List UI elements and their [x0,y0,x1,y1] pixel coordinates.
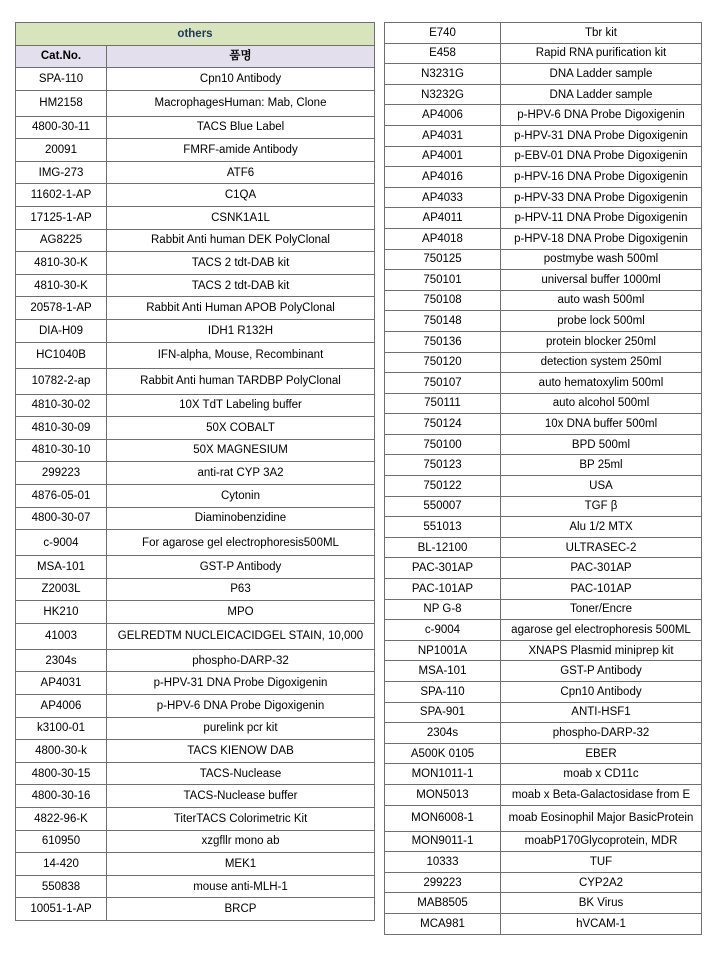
cat-no-cell: NP G-8 [385,599,501,620]
cat-no-cell: 4822-96-K [16,808,107,831]
product-name-cell: MEK1 [107,853,375,876]
product-name-cell: TUF [501,852,702,873]
table-row [16,184,375,207]
product-name-cell: p-HPV-11 DNA Probe Digoxigenin [501,208,702,229]
product-name-cell: USA [501,476,702,497]
table-row [16,649,375,672]
table-row [385,208,702,229]
table-row [385,64,702,85]
table-row [385,682,702,703]
cat-no-cell: 2304s [385,723,501,744]
product-name-cell: ULTRASEC-2 [501,537,702,558]
product-name-cell: CYP2A2 [501,872,702,893]
cat-no-cell: 10051-1-AP [16,898,107,921]
product-name-cell: 50X COBALT [107,417,375,440]
table-row [16,695,375,718]
table-row [385,187,702,208]
product-name-cell: phospho-DARP-32 [107,649,375,672]
product-name-cell: FMRF-amide Antibody [107,139,375,162]
table-row [385,723,702,744]
cat-no-cell: 20578-1-AP [16,297,107,320]
table-row [385,290,702,311]
cat-no-cell: MSA-101 [385,661,501,682]
table-row [385,146,702,167]
product-name-cell: auto hematoxylim 500ml [501,373,702,394]
cat-no-cell: c-9004 [16,530,107,556]
cat-no-cell: 10782-2-ap [16,368,107,394]
product-name-cell: p-HPV-31 DNA Probe Digoxigenin [107,672,375,695]
table-row [16,898,375,921]
table-row [385,373,702,394]
cat-no-cell: 750101 [385,270,501,291]
cat-no-cell: 4810-30-02 [16,394,107,417]
cat-no-cell: PAC-301AP [385,558,501,579]
table-row [16,68,375,91]
table-row [385,764,702,785]
product-name-cell: Cytonin [107,484,375,507]
column-header-product-name: 품명 [107,46,375,68]
cat-no-cell: AP4033 [385,187,501,208]
product-name-cell: P63 [107,578,375,601]
others-table-right [384,22,702,935]
cat-no-cell: 10333 [385,852,501,873]
cat-no-cell: 299223 [16,462,107,485]
cat-no-cell: A500K 0105 [385,743,501,764]
cat-no-cell: MON1011-1 [385,764,501,785]
product-name-cell: agarose gel electrophoresis 500ML [501,620,702,641]
product-name-cell: GST-P Antibody [501,661,702,682]
product-name-cell: XNAPS Plasmid miniprep kit [501,640,702,661]
product-name-cell: DNA Ladder sample [501,84,702,105]
table-row [385,23,702,44]
table-row [385,249,702,270]
table-title: others [16,23,375,46]
cat-no-cell: N3232G [385,84,501,105]
cat-no-cell: HM2158 [16,90,107,116]
cat-no-cell: HC1040B [16,342,107,368]
product-name-cell: moab Eosinophil Major BasicProtein [501,805,702,831]
others-table-left [15,22,375,921]
cat-no-cell: 750124 [385,414,501,435]
column-header-cat-no: Cat.No. [16,46,107,68]
table-row [385,640,702,661]
table-row [16,853,375,876]
product-name-cell: TACS KIENOW DAB [107,740,375,763]
cat-no-cell: SPA-110 [385,682,501,703]
table-row [385,393,702,414]
table-row [16,229,375,252]
table-row [385,893,702,914]
product-name-cell: hVCAM-1 [501,913,702,934]
cat-no-cell: SPA-901 [385,702,501,723]
table-row [385,599,702,620]
cat-no-cell: MSA-101 [16,556,107,579]
cat-no-cell: 4800-30-11 [16,116,107,139]
cat-no-cell: 750108 [385,290,501,311]
product-name-cell: purelink pcr kit [107,717,375,740]
product-name-cell: Tbr kit [501,23,702,44]
cat-no-cell: AP4018 [385,228,501,249]
cat-no-cell: 4800-30-k [16,740,107,763]
product-name-cell: Rabbit Anti human DEK PolyClonal [107,229,375,252]
table-row [385,620,702,641]
table-row [16,808,375,831]
product-name-cell: Rabbit Anti Human APOB PolyClonal [107,297,375,320]
table-row [385,661,702,682]
cat-no-cell: 4810-30-10 [16,439,107,462]
cat-no-cell: BL-12100 [385,537,501,558]
cat-no-cell: N3231G [385,64,501,85]
cat-no-cell: E740 [385,23,501,44]
cat-no-cell: AP4006 [16,695,107,718]
product-name-cell: TACS 2 tdt-DAB kit [107,274,375,297]
product-name-cell: universal buffer 1000ml [501,270,702,291]
cat-no-cell: MON6008-1 [385,805,501,831]
cat-no-cell: PAC-101AP [385,579,501,600]
product-name-cell: CSNK1A1L [107,206,375,229]
cat-no-cell: 20091 [16,139,107,162]
table-row [385,331,702,352]
cat-no-cell: AP4011 [385,208,501,229]
table-row [16,785,375,808]
cat-no-cell: 4810-30-K [16,274,107,297]
table-row [385,831,702,852]
cat-no-cell: 299223 [385,872,501,893]
cat-no-cell: 750107 [385,373,501,394]
table-row [16,530,375,556]
cat-no-cell: 750136 [385,331,501,352]
cat-no-cell: 4800-30-15 [16,762,107,785]
cat-no-cell: IMG-273 [16,161,107,184]
table-row [385,125,702,146]
product-name-cell: anti-rat CYP 3A2 [107,462,375,485]
table-row [16,462,375,485]
table-row [16,578,375,601]
cat-no-cell: 750122 [385,476,501,497]
table-row [16,274,375,297]
cat-no-cell: 750111 [385,393,501,414]
product-name-cell: Rabbit Anti human TARDBP PolyClonal [107,368,375,394]
cat-no-cell: 551013 [385,517,501,538]
product-name-cell: auto alcohol 500ml [501,393,702,414]
product-name-cell: BP 25ml [501,455,702,476]
cat-no-cell: 750148 [385,311,501,332]
product-name-cell: Rapid RNA purification kit [501,43,702,64]
cat-no-cell: NP1001A [385,640,501,661]
table-row [16,672,375,695]
product-name-cell: protein blocker 250ml [501,331,702,352]
table-row [385,228,702,249]
product-name-cell: Cpn10 Antibody [501,682,702,703]
cat-no-cell: AG8225 [16,229,107,252]
cat-no-cell: SPA-110 [16,68,107,91]
cat-no-cell: 4876-05-01 [16,484,107,507]
cat-no-cell: 4800-30-07 [16,507,107,530]
table-row [385,84,702,105]
table-row [16,368,375,394]
table-row [385,167,702,188]
product-name-cell: BRCP [107,898,375,921]
table-row [16,252,375,275]
cat-no-cell: MON9011-1 [385,831,501,852]
product-name-cell: GST-P Antibody [107,556,375,579]
table-row [385,702,702,723]
product-name-cell: 10X TdT Labeling buffer [107,394,375,417]
cat-no-cell: 550838 [16,875,107,898]
table-row [385,913,702,934]
table-row [16,762,375,785]
product-name-cell: TGF β [501,496,702,517]
table-row [16,394,375,417]
cat-no-cell: 4810-30-09 [16,417,107,440]
cat-no-cell: 750123 [385,455,501,476]
table-row [385,558,702,579]
cat-no-cell: 750120 [385,352,501,373]
product-name-cell: TACS Blue Label [107,116,375,139]
cat-no-cell: AP4006 [385,105,501,126]
table-row [385,872,702,893]
cat-no-cell: AP4001 [385,146,501,167]
table-row [16,601,375,624]
table-row [16,875,375,898]
cat-no-cell: 11602-1-AP [16,184,107,207]
table-row [16,507,375,530]
product-name-cell: phospho-DARP-32 [501,723,702,744]
product-name-cell: BK Virus [501,893,702,914]
cat-no-cell: HK210 [16,601,107,624]
table-row [16,319,375,342]
table-row [16,740,375,763]
product-name-cell: mouse anti-MLH-1 [107,875,375,898]
product-name-cell: DNA Ladder sample [501,64,702,85]
product-name-cell: MacrophagesHuman: Mab, Clone [107,90,375,116]
table-row [385,784,702,805]
table-row [16,206,375,229]
table-row [16,161,375,184]
table-row [385,270,702,291]
table-row [385,455,702,476]
table-row [16,139,375,162]
cat-no-cell: AP4016 [385,167,501,188]
cat-no-cell: MAB8505 [385,893,501,914]
table-row [385,311,702,332]
product-name-cell: IDH1 R132H [107,319,375,342]
table-row [385,805,702,831]
cat-no-cell: 41003 [16,623,107,649]
cat-no-cell: AP4031 [16,672,107,695]
table-row [16,484,375,507]
cat-no-cell: AP4031 [385,125,501,146]
cat-no-cell: 550007 [385,496,501,517]
cat-no-cell: 750125 [385,249,501,270]
table-row [16,342,375,368]
table-row [16,830,375,853]
table-row [385,579,702,600]
table-row [16,623,375,649]
product-name-cell: Alu 1/2 MTX [501,517,702,538]
product-name-cell: p-HPV-6 DNA Probe Digoxigenin [107,695,375,718]
table-row [385,496,702,517]
cat-no-cell: c-9004 [385,620,501,641]
product-name-cell: moab x Beta-Galactosidase from E [501,784,702,805]
product-name-cell: IFN-alpha, Mouse, Recombinant [107,342,375,368]
table-row [16,90,375,116]
table-row [16,297,375,320]
product-name-cell: xzgfllr mono ab [107,830,375,853]
product-name-cell: p-HPV-16 DNA Probe Digoxigenin [501,167,702,188]
product-name-cell: postmybe wash 500ml [501,249,702,270]
product-name-cell: GELREDTM NUCLEICACIDGEL STAIN, 10,000 [107,623,375,649]
cat-no-cell: E458 [385,43,501,64]
product-name-cell: ANTI-HSF1 [501,702,702,723]
product-name-cell: 50X MAGNESIUM [107,439,375,462]
cat-no-cell: MON5013 [385,784,501,805]
cat-no-cell: 2304s [16,649,107,672]
product-name-cell: For agarose gel electrophoresis500ML [107,530,375,556]
table-row [16,717,375,740]
cat-no-cell: 750100 [385,434,501,455]
table-row [385,43,702,64]
cat-no-cell: 17125-1-AP [16,206,107,229]
table-row [385,743,702,764]
cat-no-cell: MCA981 [385,913,501,934]
cat-no-cell: 14-420 [16,853,107,876]
product-name-cell: p-EBV-01 DNA Probe Digoxigenin [501,146,702,167]
table-row [385,352,702,373]
table-row [385,537,702,558]
product-name-cell: EBER [501,743,702,764]
cat-no-cell: DIA-H09 [16,319,107,342]
table-row [16,439,375,462]
product-name-cell: PAC-101AP [501,579,702,600]
product-name-cell: detection system 250ml [501,352,702,373]
table-row [385,434,702,455]
product-name-cell: p-HPV-31 DNA Probe Digoxigenin [501,125,702,146]
product-name-cell: moabP170Glycoprotein, MDR [501,831,702,852]
table-row [385,852,702,873]
product-name-cell: TACS-Nuclease buffer [107,785,375,808]
product-name-cell: p-HPV-6 DNA Probe Digoxigenin [501,105,702,126]
product-name-cell: BPD 500ml [501,434,702,455]
product-name-cell: TiterTACS Colorimetric Kit [107,808,375,831]
table-row [385,414,702,435]
product-name-cell: 10x DNA buffer 500ml [501,414,702,435]
product-name-cell: TACS 2 tdt-DAB kit [107,252,375,275]
table-row [385,517,702,538]
product-name-cell: auto wash 500ml [501,290,702,311]
table-row [16,116,375,139]
cat-no-cell: 4800-30-16 [16,785,107,808]
product-name-cell: p-HPV-18 DNA Probe Digoxigenin [501,228,702,249]
table-row [385,476,702,497]
cat-no-cell: 4810-30-K [16,252,107,275]
cat-no-cell: k3100-01 [16,717,107,740]
product-name-cell: moab x CD11c [501,764,702,785]
table-row [16,556,375,579]
product-name-cell: Toner/Encre [501,599,702,620]
cat-no-cell: Z2003L [16,578,107,601]
product-name-cell: C1QA [107,184,375,207]
product-name-cell: ATF6 [107,161,375,184]
product-name-cell: probe lock 500ml [501,311,702,332]
product-name-cell: TACS-Nuclease [107,762,375,785]
product-name-cell: p-HPV-33 DNA Probe Digoxigenin [501,187,702,208]
cat-no-cell: 610950 [16,830,107,853]
product-name-cell: MPO [107,601,375,624]
product-name-cell: Diaminobenzidine [107,507,375,530]
product-name-cell: PAC-301AP [501,558,702,579]
table-row [385,105,702,126]
product-name-cell: Cpn10 Antibody [107,68,375,91]
table-row [16,417,375,440]
